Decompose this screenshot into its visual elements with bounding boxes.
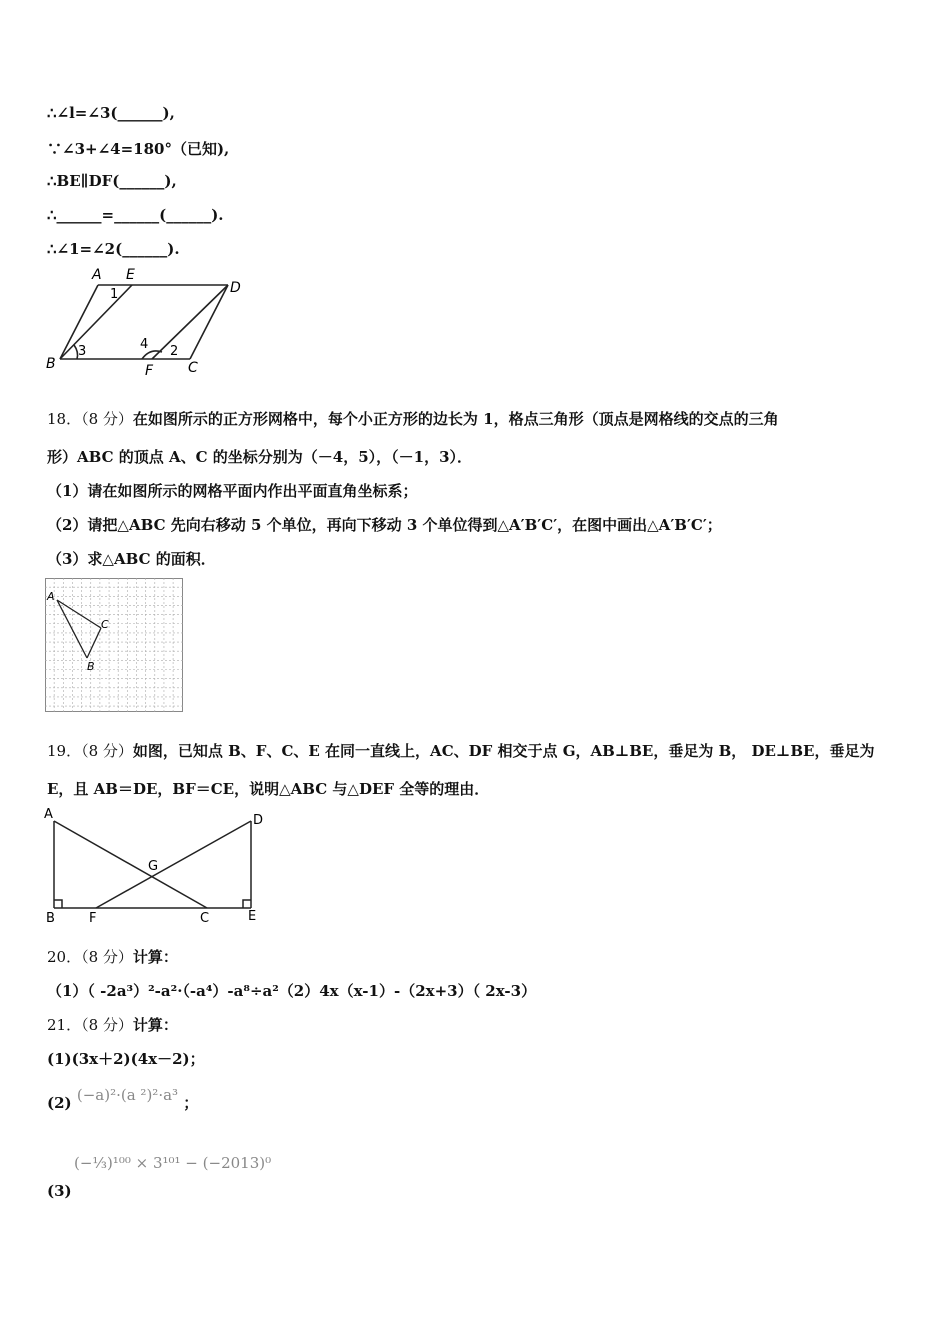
label-C: C bbox=[188, 360, 198, 376]
q21-part-3-expression: (−⅓)¹⁰⁰ × 3¹⁰¹ − (−2013)⁰ bbox=[74, 1154, 272, 1172]
label-D: D bbox=[230, 280, 241, 296]
proof-line-1: ∴∠l=∠3(______), bbox=[47, 104, 175, 122]
tri-label-C: C bbox=[200, 911, 210, 926]
q21-part-3-label: (3) bbox=[47, 1182, 72, 1200]
angle-1-label: 1 bbox=[110, 287, 119, 302]
q21-heading bbox=[47, 1014, 178, 1035]
q18-number: 18．（8 分） bbox=[47, 410, 133, 428]
tri-label-D: D bbox=[253, 813, 264, 828]
tri-label-A: A bbox=[44, 807, 53, 822]
q19-line-2: E，且 AB＝DE，BF＝CE，说明△ABC 与△DEF 全等的理由． bbox=[47, 780, 490, 798]
q21-part-2-expression: (−a)²·(a ²)²·a³ bbox=[76, 1086, 179, 1104]
q21-title: 计算： bbox=[132, 1016, 178, 1034]
grid-label-A: A bbox=[47, 590, 55, 603]
q20-number: 20．（8 分） bbox=[47, 948, 133, 966]
q18-line-1 bbox=[47, 408, 779, 429]
q20-title: 计算： bbox=[132, 948, 178, 966]
tri-label-G: G bbox=[148, 859, 159, 874]
proof-line-4: ∴______=______(______). bbox=[47, 206, 224, 224]
grid-label-B: B bbox=[87, 660, 95, 673]
label-F: F bbox=[145, 363, 154, 379]
label-A: A bbox=[92, 267, 102, 283]
q18-part-3: （3）求△ABC 的面积． bbox=[47, 550, 216, 568]
tri-label-B: B bbox=[46, 911, 55, 926]
q21-part-2-label: (2) bbox=[47, 1094, 72, 1112]
proof-line-2: ∵∠3+∠4=180°（已知), bbox=[47, 140, 230, 158]
q18-text-1: 在如图所示的正方形网格中，每个小正方形的边长为 1，格点三角形（顶点是网格线的交点的三角 bbox=[132, 410, 779, 428]
q20-expression: （1）（ -2a³）²-a²·（-a⁴）-a⁸÷a²（2）4x（x-1）-（2x+3）（ 2x-3） bbox=[47, 982, 537, 1000]
q19-number: 19．（8 分） bbox=[47, 742, 133, 760]
q19-line-1 bbox=[47, 740, 874, 761]
grid-figure bbox=[45, 578, 185, 714]
label-B: B bbox=[46, 356, 56, 372]
q18-line-2: 形）ABC 的顶点 A、C 的坐标分别为（－4，5），（－1，3）． bbox=[47, 448, 473, 466]
q21-number: 21．（8 分） bbox=[47, 1016, 133, 1034]
q21-part-1: (1)(3x＋2)(4x－2)； bbox=[47, 1050, 205, 1068]
tri-label-E: E bbox=[248, 909, 257, 924]
angle-2-label: 2 bbox=[170, 344, 179, 359]
proof-line-5: ∴∠1=∠2(______). bbox=[47, 240, 180, 258]
angle-3-label: 3 bbox=[78, 344, 87, 359]
q20-heading bbox=[47, 946, 178, 967]
tri-label-F: F bbox=[89, 911, 97, 926]
angle-4-label: 4 bbox=[140, 337, 149, 352]
triangles-figure bbox=[40, 804, 270, 928]
q18-part-1: （1）请在如图所示的网格平面内作出平面直角坐标系； bbox=[47, 482, 418, 500]
q21-part-2 bbox=[47, 1086, 199, 1113]
grid-label-C: C bbox=[101, 618, 109, 631]
q19-text-1: 如图，已知点 B、F、C、E 在同一直线上，AC、DF 相交于点 G，AB⊥BE，垂足为 B， DE⊥BE，垂足为 bbox=[132, 742, 875, 760]
proof-line-3: ∴BE∥DF(______), bbox=[47, 172, 177, 190]
q18-part-2: （2）请把△ABC 先向右移动 5 个单位，再向下移动 3 个单位得到△A′B′C′，在图中画出△A′B′C′； bbox=[47, 516, 722, 534]
label-E: E bbox=[126, 267, 135, 283]
q21-part-2-end: ； bbox=[183, 1094, 199, 1112]
parallelogram-figure bbox=[40, 262, 250, 380]
